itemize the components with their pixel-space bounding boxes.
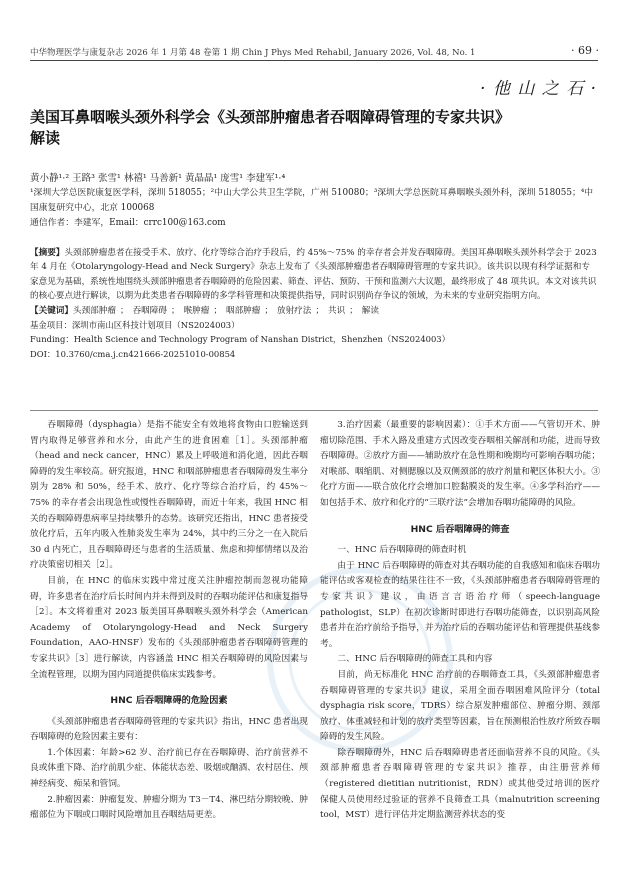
abstract-text: 头颈部肿瘤患者在接受手术、放疗、化疗等综合治疗手段后，约 45%～75% 的幸存者会并发吞咽障碍。美国耳鼻咽喉头颈外科学会于 2023 年 4 月在《Otolaryngology-Head and Neck Surgery》杂志上发布了《头颈部肿瘤患者吞咽障碍管理的专家共识》。该共识以现有科学证据和专家意见为基础，系统性地围绕头颈部肿瘤患者吞咽障碍的危险因素、筛查、评估、预防、干预和监测六大议题，最终形成了 48 项共识。本文对该共识的核心要点进行解读，以期为此类患者吞咽障碍的多学科管理和决策提供指导，同时识别尚存争议的领域，为未来的专业研究指明方向。 [30, 248, 597, 302]
right-column [320, 418, 600, 824]
body-paragraph: 由于 HNC 后吞咽障碍的筛查对其吞咽功能的自我感知和临床吞咽功能评估或客观检查的结果往往不一致，《头颈部肿瘤患者吞咽障碍管理的专家共识》建议，由语言言语治疗师（speech-language pathologist，SLP）在初次诊断时即进行吞咽功能筛查，以识别高风险患者并在治疗前给予指导，并为治疗后的吞咽功能评估和管理提供基线参考。 [320, 560, 600, 649]
author-list: 黄小静¹·² 王路³ 张雪¹ 林禧¹ 马善新¹ 黄晶晶¹ 庞雪¹ 李建军¹·⁴ [30, 173, 286, 184]
header-rule [30, 60, 598, 61]
article-title: 美国耳鼻咽喉头颈外科学会《头颈部肿瘤患者吞咽障碍管理的专家共识》解读 [30, 108, 511, 147]
affiliation-text: ¹深圳大学总医院康复医学科，深圳 518055；²中山大学公共卫生学院，广州 510080；³深圳大学总医院耳鼻咽喉头颈外科，深圳 518055；⁴中国康复研究中心，北京 100068 [30, 188, 594, 213]
funding-en: Funding：Health Science and Technology Program of Nanshan District，Shenzhen（NS2024003） [30, 334, 451, 345]
abstract-block [30, 246, 598, 361]
keyword: 头颈部肿瘤 [72, 305, 116, 316]
keywords-label: 【关键词】 [30, 305, 73, 316]
left-column [30, 418, 308, 824]
body-paragraph: 目前，尚无标准化 HNC 治疗前的吞咽筛查工具，《头颈部肿瘤患者吞咽障碍管理的专家共识》建议，采用全面吞咽困难风险评分（total dysphagia risk score，TDRS）综合原发肿瘤部位、肿瘤分期、颈部放疗、体重减轻和计划的放疗类型等因素，旨在预测根治性放疗所致吞咽障碍的发生风险。 [320, 669, 600, 743]
abstract-label: 【摘要】 [30, 248, 65, 258]
subsection-heading: 一、HNC 后吞咽障碍的筛查时机 [337, 545, 467, 556]
keyword: 共识 [327, 305, 346, 316]
keywords-line: 【关键词】头颈部肿瘤 ； 吞咽障碍 ； 喉肿瘤 ； 咽部肿瘤 ； 放射疗法 ； 共识 ； 解读 [30, 305, 379, 316]
keyword: 吞咽障碍 [132, 305, 167, 316]
funding-cn: 基金项目：深圳市南山区科技计划项目（NS2024003） [30, 320, 240, 331]
subsection-heading: 二、HNC 后吞咽障碍的筛查工具和内容 [337, 654, 493, 665]
section-tag: · 他 山 之 石 · [480, 79, 597, 99]
body-paragraph: 除吞咽障碍外，HNC 后吞咽障碍患者还面临营养不良的风险。《头颈部肿瘤患者吞咽障碍管理的专家共识》推荐，由注册营养师（registered dietitian nutritionist，RDN）或其他受过培训的医疗保健人员使用经过验证的营养不良筛查工具（malnutrition screening tool，MST）进行评估并定期监测营养状态的变 [320, 747, 600, 821]
corresponding-author: 通信作者：李建军，Email：crrc100@163.com [30, 218, 226, 228]
keyword: 喉肿瘤 [183, 305, 210, 316]
body-paragraph: 吞咽障碍（dysphagia）是指不能安全有效地将食物由口腔输送到胃内取得足够营养和水分，由此产生的进食困难［1］。头颈部肿瘤（head and neck cancer，HNC）累及上呼吸道和消化道，因此吞咽障碍的发生率较高。研究报道，HNC 和咽部肿瘤患者吞咽障碍发生率分别为 28% 和 50%，经手术、放疗、化疗等综合治疗后，约 45%～75% 的幸存者会出现急性或慢性吞咽障碍，而近十年来，我国 HNC 相关的吞咽障碍患病率呈持续攀升的态势。该研究还指出，HNC 患者接受放化疗后，五年内吸入性肺炎发生率为 24%，其中约三分之一在入院后 30 d 内死亡，且吞咽障碍还与患者的生活质量、焦虑和抑郁情绪以及治疗决策密切相关［2］。 [30, 420, 308, 571]
section-heading: HNC 后吞咽障碍的危险因素 [110, 695, 228, 707]
body-paragraph: 2.肿瘤因素：肿瘤复发、肿瘤分期为 T3－T4、淋巴结分期较晚、肿瘤部位为下咽或口咽时风险增加且吞咽结局更差。 [30, 794, 308, 821]
running-header: 中华物理医学与康复杂志 2026 年 1 月第 48 卷第 1 期 Chin J Phys Med Rehabil, January 2026, Vol. 48, No. 1 [30, 48, 476, 58]
abstract-paragraph [30, 246, 598, 304]
body-paragraph: 1.个体因素：年龄>62 岁、治疗前已存在吞咽障碍、治疗前营养不良或体重下降、治疗前肌少症、体能状态差、吸烟或酗酒、农村居住、颅神经病变、痴呆和管饲。 [30, 747, 308, 790]
body-paragraph: 《头颈部肿瘤患者吞咽障碍管理的专家共识》指出，HNC 患者出现吞咽障碍的危险因素主要有： [30, 716, 308, 743]
doi-link[interactable]: DOI：10.3760/cma.j.cn421666-20251010-00854 [30, 348, 236, 359]
keyword: 解读 [361, 305, 379, 316]
section-heading: HNC 后吞咽障碍的筛查 [410, 523, 510, 535]
keyword: 放射疗法 [276, 305, 312, 316]
keyword: 咽部肿瘤 [225, 305, 261, 316]
body-paragraph: 目前，在 HNC 的临床实践中常过度关注肿瘤控制而忽视功能障碍，许多患者在治疗后长时间内并未得到及时的吞咽功能评估和康复指导［2］。本文将着重对 2023 版美国耳鼻咽喉头颈外科学会（American Academy of Otolaryngology-Head and Neck Surgery Foundation，AAO-HNSF）发布的《头颈部肿瘤患者吞咽障碍管理的专家共识》［3］进行解读，内容涵盖 HNC 相关吞咽障碍的风险因素与全流程管理，以期为国内同道提供临床实践参考。 [30, 575, 308, 680]
abstract-divider [30, 410, 598, 411]
affiliations [30, 186, 595, 231]
body-paragraph: 3.治疗因素（最重要的影响因素）：①手术方面——气管切开术、肿瘤切除范围、手术入路及重建方式因改变吞咽相关解剖和功能，进而导致吞咽障碍。②放疗方面——辅助放疗在急性期和晚期均可影响吞咽功能；对喉部、咽缩肌、对侧腮腺以及双侧颈部的放疗剂量和靶区体积大小。③化疗方面——联合放化疗会增加口腔黏膜炎的发生率。④多学科治疗——如包括手术、放疗和化疗的“三联疗法”会增加吞咽功能障碍的风险。 [320, 420, 600, 508]
page-number: · 69 · [571, 44, 599, 57]
